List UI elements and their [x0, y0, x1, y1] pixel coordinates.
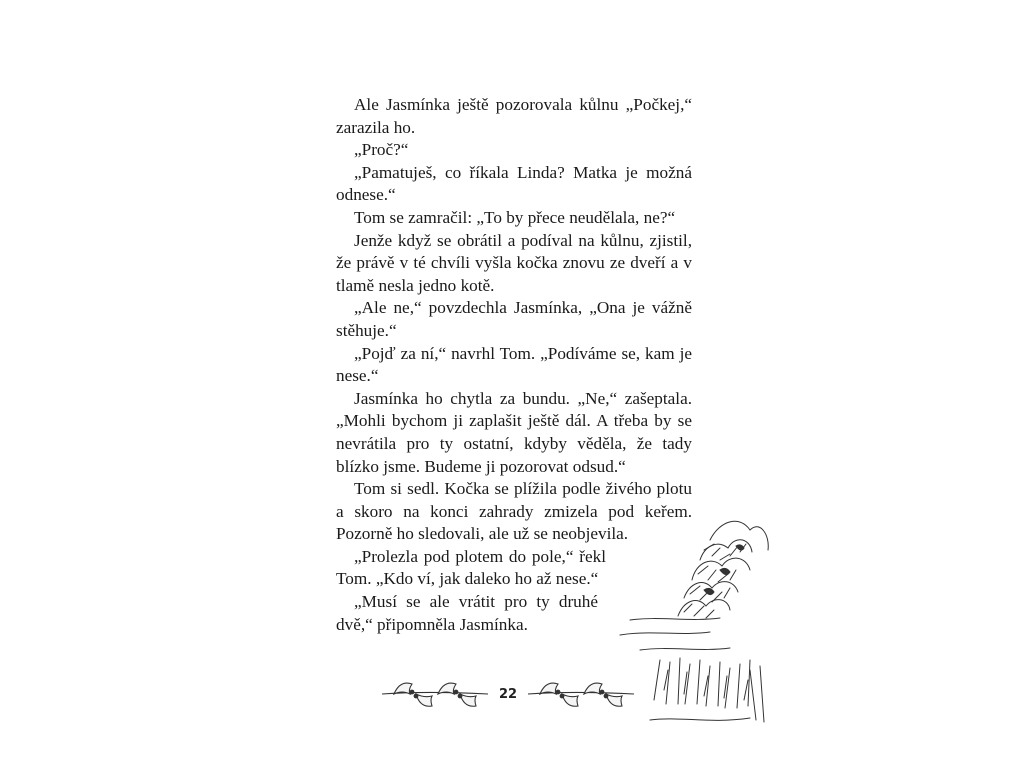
paragraph: Jenže když se obrátil a podíval na kůlnu, zjistil, že právě v té chvíli vyšla kočka znovu ze dveří a v tlamě nesla jedno kotě.: [336, 230, 692, 295]
paragraph: Tom si sedl. Kočka se plížila podle živého plotu a skoro na konci zahrady zmizela pod keřem. Pozorně ho sledovali, ale už se neobjevila.: [336, 479, 692, 544]
page-number: 22: [498, 687, 518, 702]
paragraph: „Prolezla pod plotem do pole,“ řekl Tom. „Kdo ví, jak daleko ho až nese.“: [336, 546, 606, 589]
paragraph: „Pojď za ní,“ navrhl Tom. „Podíváme se, kam je nese.“: [336, 343, 692, 386]
paragraph: Ale Jasmínka ještě pozorovala kůlnu „Počkej,“ zarazila ho.: [336, 95, 692, 137]
paragraph: „Musí se ale vrátit pro ty druhé dvě,“ připomněla Jasmínka.: [336, 592, 598, 634]
paragraph: „Pamatuješ, co říkala Linda? Matka je možná odnese.“: [336, 162, 692, 205]
holly-branch-icon: [380, 670, 490, 718]
paragraph: „Proč?“: [354, 140, 409, 160]
paragraph: „Ale ne,“ povzdechla Jasmínka, „Ona je vážně stěhuje.“: [336, 298, 692, 340]
paragraph: Tom se zamračil: „To by přece neudělala, ne?“: [354, 207, 676, 227]
holly-branch-icon: [526, 670, 636, 718]
paragraph: Jasmínka ho chytla za bundu. „Ne,“ zašeptala. „Mohli bychom ji zaplašit ještě dál. A třeba by se nevrátila pro ty ostatní, kdyby věděla, že tady blízko jsme. Budeme ji pozorovat odsud.“: [336, 388, 692, 476]
